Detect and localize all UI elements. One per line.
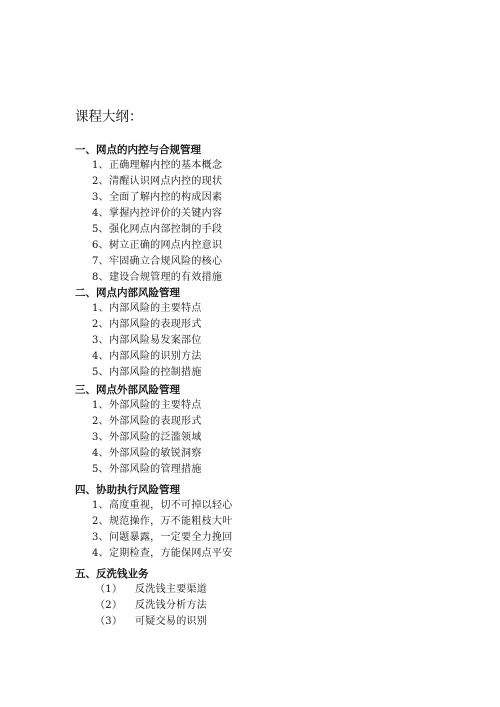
section-item-list	[75, 582, 207, 630]
list-item	[95, 582, 207, 598]
section-heading: 一、网点的内控与合规管理	[75, 144, 201, 156]
item-number: （3）	[95, 616, 123, 627]
list-item: 5、强化网点内部控制的手段	[92, 224, 223, 235]
list-item: 4、掌握内控评价的关键内容	[92, 208, 223, 219]
list-item: 2、内部风险的表现形式	[92, 319, 202, 330]
list-item: 3、全面了解内控的构成因素	[92, 192, 223, 203]
item-text: 反洗钱分析方法	[135, 600, 208, 611]
list-item	[95, 614, 207, 630]
list-item: 3、内部风险易发案部位	[92, 335, 202, 346]
section-anti-money-laundering	[75, 566, 207, 630]
list-item: 8、建设合规管理的有效措施	[92, 272, 223, 283]
section-heading: 四、协助执行风险管理	[75, 484, 180, 496]
section-internal-control	[75, 142, 222, 286]
list-item: 5、内部风险的控制措施	[92, 367, 202, 378]
section-heading: 五、反洗钱业务	[75, 568, 149, 580]
item-number: （1）	[95, 584, 123, 595]
item-number: （2）	[95, 600, 123, 611]
list-item: 4、外部风险的敏锐洞察	[92, 448, 202, 459]
section-heading: 二、网点内部风险管理	[75, 287, 180, 299]
list-item: 2、外部风险的表现形式	[92, 416, 202, 427]
item-text: 可疑交易的识别	[135, 616, 208, 627]
list-item: 4、内部风险的识别方法	[92, 351, 202, 362]
section-external-risk	[75, 382, 202, 478]
section-assist-risk	[75, 482, 233, 562]
list-item: 6、树立正确的网点内控意识	[92, 240, 223, 251]
list-item: 1、高度重视，切不可掉以轻心	[92, 500, 233, 511]
item-text: 反洗钱主要渠道	[135, 584, 208, 595]
section-heading: 三、网点外部风险管理	[75, 384, 180, 396]
section-item-list	[75, 398, 202, 478]
list-item: 2、规范操作，万不能粗枝大叶	[92, 516, 233, 527]
list-item: 5、外部风险的管理措施	[92, 464, 202, 475]
list-item: 1、内部风险的主要特点	[92, 303, 202, 314]
section-item-list	[75, 158, 222, 286]
list-item: 1、正确理解内控的基本概念	[92, 160, 223, 171]
section-internal-risk	[75, 285, 202, 381]
section-item-list	[75, 498, 233, 562]
list-item: 3、问题暴露，一定要全力挽回	[92, 532, 233, 543]
list-item: 3、外部风险的泛滥领域	[92, 432, 202, 443]
section-item-list	[75, 301, 202, 381]
list-item	[95, 598, 207, 614]
list-item: 2、清醒认识网点内控的现状	[92, 176, 223, 187]
list-item: 7、牢固确立合规风险的核心	[92, 256, 223, 267]
list-item: 1、外部风险的主要特点	[92, 400, 202, 411]
list-item: 4、定期检查，方能保网点平安	[92, 548, 233, 559]
outline-title: 课程大纲：	[75, 109, 143, 125]
